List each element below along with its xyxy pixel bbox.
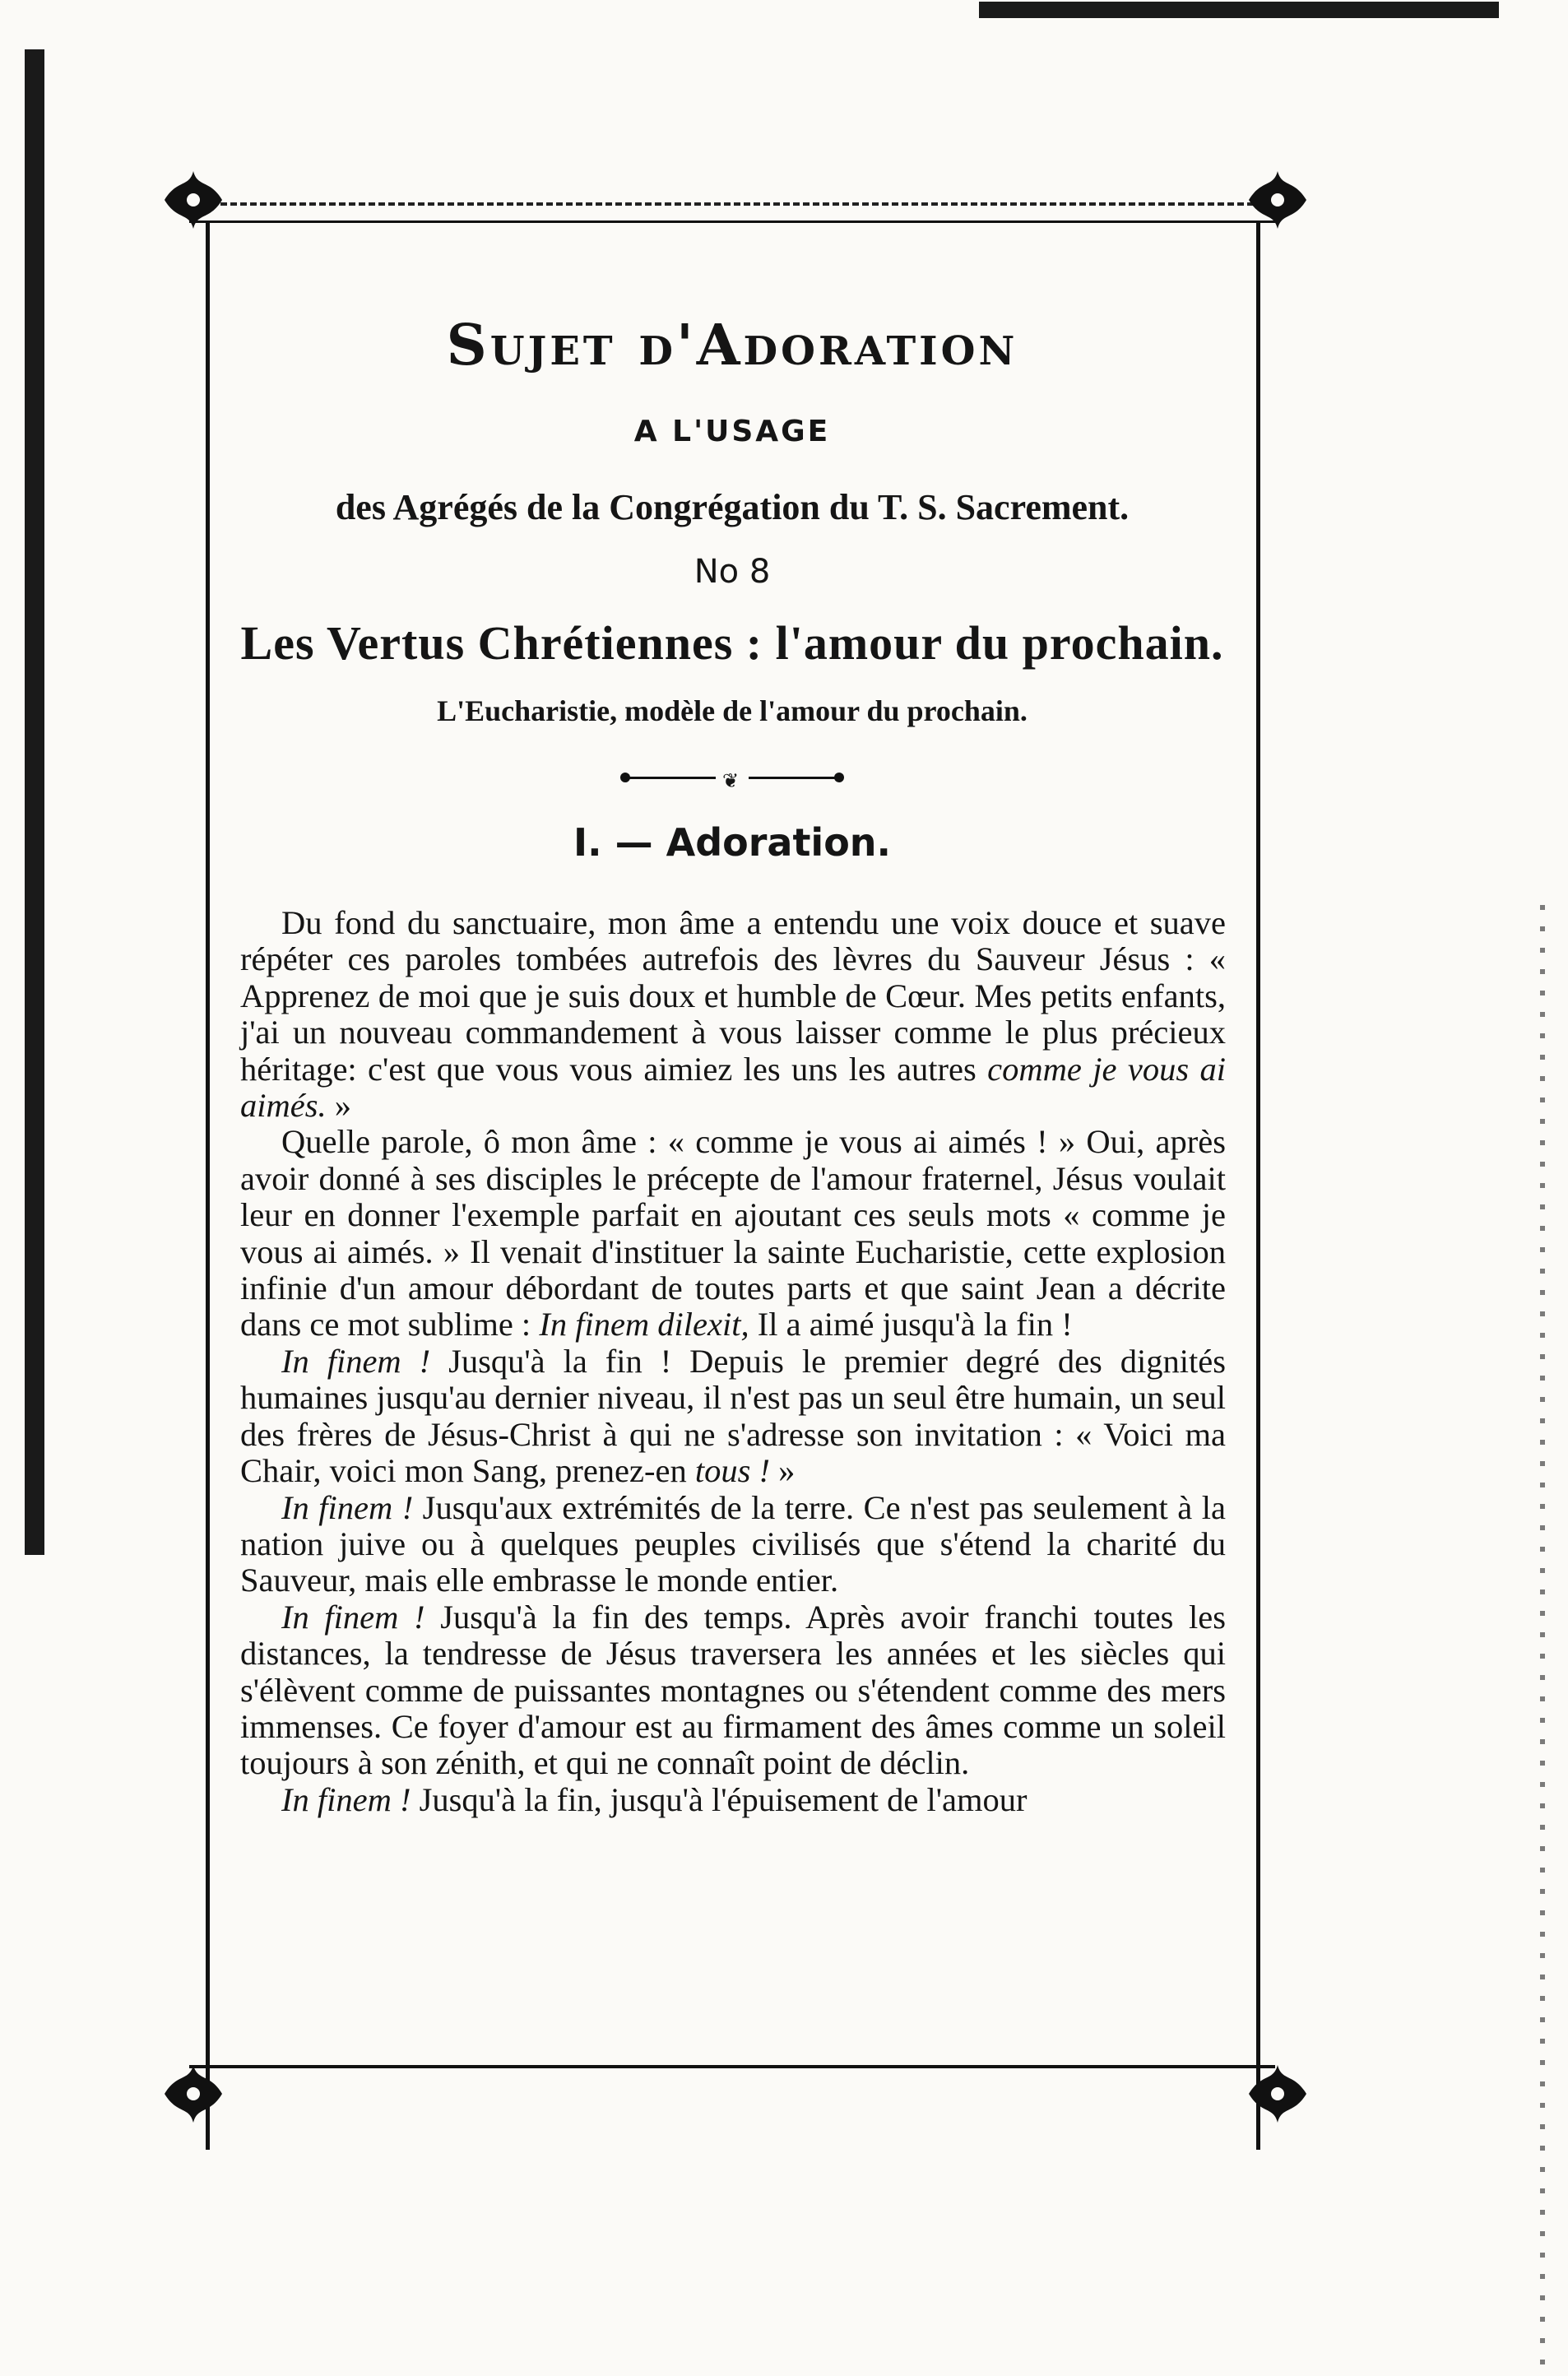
bottom-rule [189,2065,1275,2068]
page-title: Sujet d'Adoration [446,313,1018,378]
paragraph: In finem ! Jusqu'à la fin ! Depuis le premier degré des dignités humaines jusqu'au dernier niveau, il n'est pas un seul être humain, un seul des frères de Jésus-Christ à qui ne s'adresse son invitation : « Voici ma Chair, voici mon Sang, prenez-en tous ! » [240,1342,1227,1490]
paragraph: Quelle parole, ô mon âme : « comme je vous ai aimés ! » Oui, après avoir donné à ses disciples le précepte de l'amour fraternel, Jésus voulait leur en donner l'exemple parfait en ajoutant ces seuls mots « comme je vous ai aimés. » Il venait d'instituer la sainte Eucharistie, cette explosion infinie d'un amour débordant de toutes parts et que saint Jean a décrite dans ce mot sublime : In finem dilexit, Il a aimé jusqu'à la fin ! [240,1123,1226,1343]
page-subtitle: A L'USAGE [633,414,831,448]
congregation-line: des Agrégés de la Congrégation du T. S. Sacrement. [335,486,1130,527]
scan-edge-right [1540,905,1545,2369]
scan-edge-top [979,2,1499,18]
paragraph: Du fond du sanctuaire, mon âme a entendu une voix douce et suave répéter ces paroles tombées autrefois des lèvres du Sauveur Jésus : « Apprenez de moi que je suis doux et humble de Cœur. Mes petits enfants, j'ai un nouveau commandement à vous laisser comme le plus précieux héritage: c'est que vous vous aimiez les uns les autres comme je vous ai aimés. » [240,904,1226,1125]
corner-ornament-icon [156,163,230,237]
corner-ornament-icon [1241,2057,1315,2131]
section-heading: I. — Adoration. [573,819,892,865]
main-heading: Les Vertus Chrétiennes : l'amour du prochain. [240,615,1224,670]
header-block [239,313,1226,865]
top-dashed-rule [181,202,1283,206]
scan-edge-left [25,49,44,1555]
paragraph: In finem ! Jusqu'aux extrémités de la terre. Ce n'est pas seulement à la nation juive ou à quelques peuples civilisés que s'étend la charité du Sauveur, mais elle embrasse le monde entier. [240,1488,1226,1599]
corner-ornament-icon [1241,163,1315,237]
paragraph: In finem ! Jusqu'à la fin des temps. Après avoir franchi toutes les distances, la tendresse de Jésus traversera les années et les siècles qui s'élèvent comme de puissantes montagnes ou s'étendent comme des mers immenses. Ce foyer d'amour est au firmament des âmes comme un soleil toujours à son zénith, et qui ne connaît point de déclin. [240,1598,1226,1782]
sub-heading: L'Eucharistie, modèle de l'amour du prochain. [437,694,1028,727]
issue-number: No 8 [694,552,771,591]
body-text [240,905,1226,1818]
divider-ornament-icon: ❦ [625,769,839,786]
paragraph: In finem ! Jusqu'à la fin, jusqu'à l'épuisement de l'amour [281,1780,1028,1818]
corner-ornament-icon [156,2057,230,2131]
